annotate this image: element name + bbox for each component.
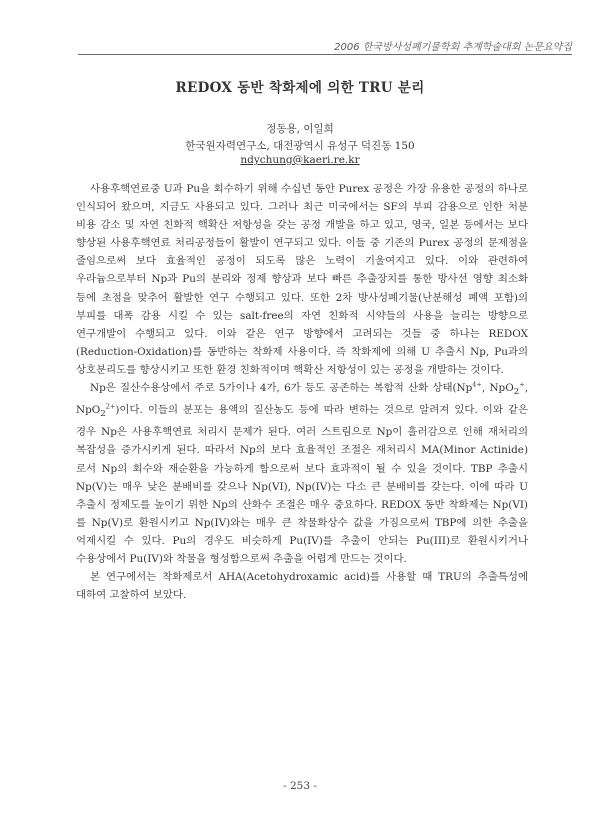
running-header: 2006 한국방사성폐기물학회 추계학술대회 논문요약집 — [334, 42, 572, 53]
author-names: 정동용, 이일희 — [266, 123, 334, 135]
paragraph-2-part-c: , NpO — [76, 382, 528, 417]
header-rule — [78, 54, 572, 55]
author-email: ndychung@kaeri.re.kr — [240, 154, 360, 166]
paragraph-2-part-a: Np은 질산수용상에서 주로 5가이나 4가, 6가 등도 공존하는 복합적 산화 상태(Np — [90, 382, 473, 395]
npo2-charge: + — [519, 380, 525, 389]
paragraph-1: 사용후핵연료중 U과 Pu을 회수하기 위해 수십년 동안 Purex 공정은 가장 유용한 공정의 하나로 인식되어 왔으며, 지금도 사용되고 있다. 그러나 최근 미국에서는 SF의 부피 감용으로 인한 처분 비용 감소 및 자연 친화적 핵확산 저항성을 갖는 공정 개발을 하고 있고, 영국, 일본 등에서는 보다 향상된 사용후핵연료 처리공정들이 활발이 연구되고 있다. 이들 중 기존의 Purex 공정의 문제점을 줄임으로써 보다 효율적인 공정이 되도록 많은 노력이 기울여지고 있다. 이와 관련하여 우라늄으로부터 Np과 Pu의 분리와 정제 향상과 보다 빠른 추출장치를 통한 방사선 영향 최소화 등에 초점을 맞추어 활발한 연구 수행되고 있다. 또한 2차 방사성폐기물(난분해성 폐액 포함)의 부피를 대폭 감용 시킬 수 있는 salt-free의 자연 친화적 시약들의 사용을 늘리는 방향으로 연구개발이 수행되고 있다. 이와 같은 연구 방향에서 고려되는 것들 중 하나는 REDOX (Reduction-Oxidation)를 동반하는 착화제 사용이다. 즉 착화제에 의해 U 추출시 Np, Pu과의 상호분리도를 향상시키고 또한 환경 친화적이며 핵확산 저항성이 있는 공정을 개발하는 것이다. — [76, 183, 528, 376]
paragraph-3: 본 연구에서는 착화제로서 AHA(Acetohydroxamic acid)를 사용할 때 TRU의 추출특성에 대하여 고찰하여 보았다. — [76, 571, 528, 602]
paragraph-2 — [76, 379, 528, 568]
paragraph-2-part-d: )이다. 이들의 분포는 용액의 질산농도 등에 따라 변하는 것으로 알려져 있다. 이와 같은 경우 Np은 사용후핵연료 처리시 문제가 된다. 여러 스트림으로 Np이 흘러감으로 인해 재처리의 복잡성을 증가시키게 된다. 따라서 Np의 보다 효율적인 조절은 재처리시 MA(Minor Actinide)로서 Np의 회수와 재순환을 가능하게 함으로써 보다 효과적이 될 수 있을 것이다. TBP 추출시 Np(V)는 매우 낮은 분배비를 갖으나 Np(VI), Np(IV)는 다소 큰 분배비를 갖는다. 이에 따라 U 추출시 정제도를 높이기 위한 Np의 산화수 조절은 매우 중요하다. REDOX 동반 착화제는 Np(VI)를 Np(V)로 환원시키고 Np(IV)와는 매우 큰 착물화상수 값을 가짐으로써 TBP에 의한 추출을 억제시킬 수 있다. Pu의 경우도 비슷하게 Pu(IV)를 추출이 안되는 Pu(III)로 환원시키거나 수용상에서 Pu(IV)와 착물을 형성함으로써 추출을 어렵게 만드는 것이다. — [76, 404, 528, 566]
npo2-2-charge: 2+ — [105, 402, 116, 411]
author-affiliation: 한국원자력연구소, 대전광역시 유성구 덕진동 150 — [185, 140, 415, 152]
abstract-body — [76, 180, 528, 604]
page-number: - 253 - — [283, 780, 317, 792]
npo2-2-subscript: 2 — [100, 409, 106, 420]
np4-charge: 4+ — [472, 380, 482, 389]
paragraph-2-part-b: , NpO — [481, 382, 514, 395]
npo2-subscript: 2 — [513, 387, 520, 398]
paper-title: REDOX 동반 착화제에 의한 TRU 분리 — [175, 80, 425, 96]
